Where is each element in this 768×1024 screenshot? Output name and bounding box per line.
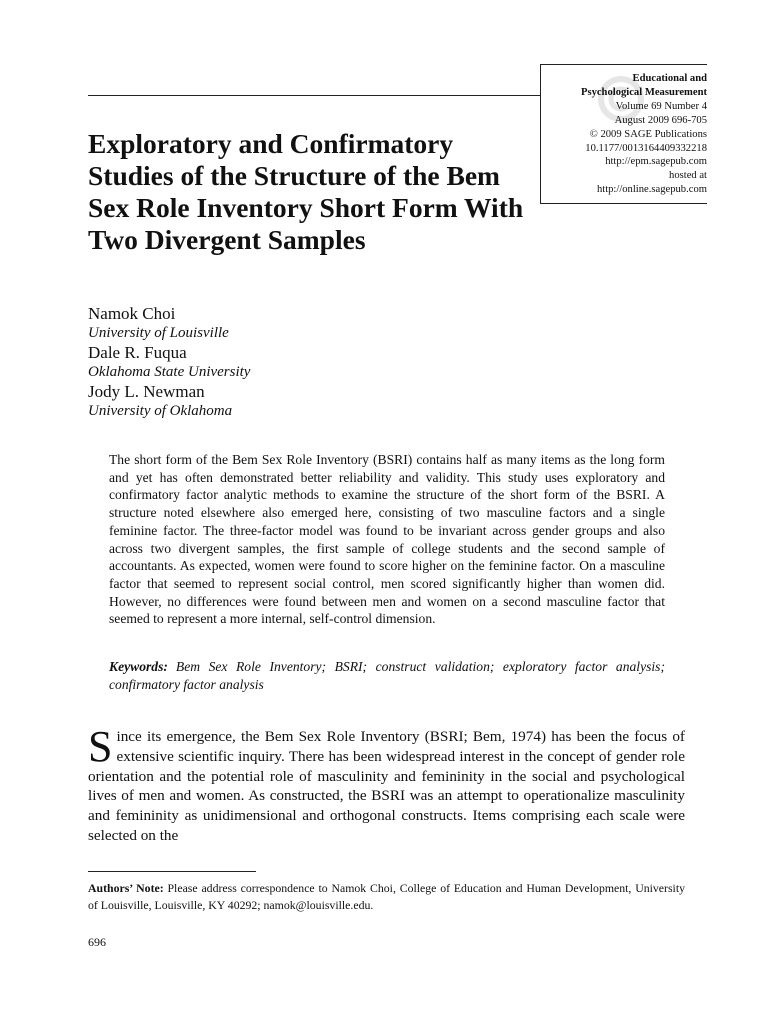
journal-host-url[interactable]: http://online.sagepub.com [596, 184, 707, 196]
author-name: Namok Choi [88, 304, 176, 323]
authors-note-text: Please address correspondence to Namok Choi, College of Education and Human Development, University of Louisville, Louisville, KY 40292; namok@louisville.edu. [88, 881, 685, 912]
body-paragraph [88, 722, 685, 846]
keywords [109, 658, 665, 693]
header-rule [88, 95, 540, 96]
journal-name-line2: Psychological Measurement [580, 86, 707, 98]
journal-info [527, 72, 707, 197]
footnote-rule [88, 871, 256, 872]
journal-volume: Volume 69 Number 4 [615, 100, 707, 112]
author-affiliation: University of Oklahoma [88, 403, 233, 419]
author-name: Dale R. Fuqua [88, 343, 187, 362]
author-affiliation: Oklahoma State University [88, 364, 251, 380]
keywords-label: Keywords: [109, 659, 168, 674]
abstract: The short form of the Bem Sex Role Inventory (BSRI) contains half as many items as the long form and yet has often demonstrated better reliability and validity. This study uses exploratory and confirmatory factor analytic methods to examine the structure of the short form of the BSRI. A structure noted elsewhere also emerged here, consisting of two masculine factors and a single feminine factor. The three-factor model was found to be invariant across gender groups and also across two divergent samples, the first sample of college students and the second sample of accountants. As expected, women were found to score higher on the feminine factor. On a masculine factor that seemed to represent social control, men scored significantly higher than women did. However, no differences were found between men and women on a second masculine factor that seemed to represent a more internal, self-control dimension. [109, 452, 665, 627]
drop-cap: S [88, 722, 113, 771]
author-list [88, 304, 488, 421]
keywords-text: Bem Sex Role Inventory; BSRI; construct validation; exploratory factor analysis; confirmatory factor analysis [109, 659, 665, 692]
article-title: Exploratory and Confirmatory Studies of the Structure of the Bem Sex Role Inventory Short Form With Two Divergent Samples [88, 128, 524, 255]
journal-hosted-at: hosted at [669, 170, 707, 182]
journal-url[interactable]: http://epm.sagepub.com [605, 156, 707, 168]
journal-copyright: © 2009 SAGE Publications [589, 128, 707, 140]
journal-name-line1: Educational and [632, 73, 707, 84]
authors-note-label: Authors’ Note: [88, 881, 164, 895]
body-text: ince its emergence, the Bem Sex Role Inventory (BSRI; Bem, 1974) has been the focus of extensive scientific inquiry. There has been widespread interest in the concept of gender role orientation and the potential role of masculinity and femininity in the social and psychological lives of men and women. As constructed, the BSRI was an attempt to operationalize masculinity and femininity as unidimensional and orthogonal constructs. Items comprising each scale were selected on the [88, 728, 685, 844]
author-name: Jody L. Newman [88, 382, 205, 401]
author-affiliation: University of Louisville [88, 325, 229, 341]
authors-note [88, 880, 685, 914]
journal-date-pages: August 2009 696-705 [614, 114, 707, 126]
journal-doi: 10.1177/0013164409332218 [585, 142, 707, 154]
page-number: 696 [88, 935, 106, 949]
